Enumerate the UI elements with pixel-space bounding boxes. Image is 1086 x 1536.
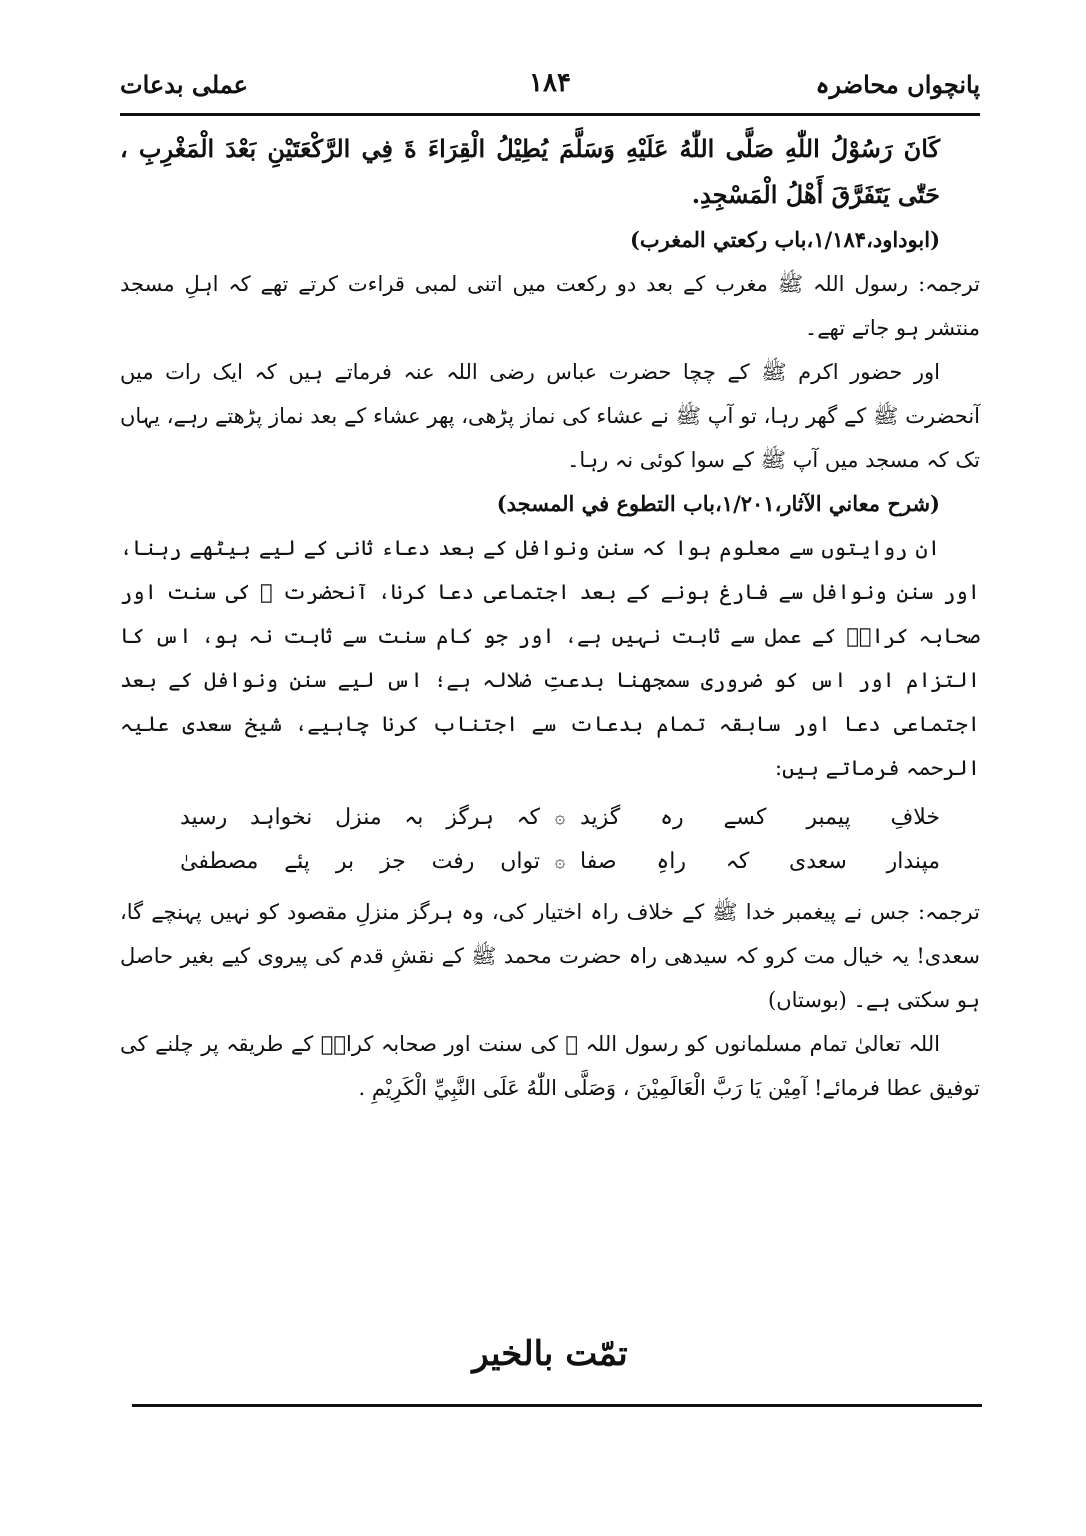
couplet-first-half: خلافِ پیمبر کسے رہ گزید	[580, 805, 940, 830]
couplet-line	[180, 796, 940, 840]
translation-paragraph: ترجمہ: رسول اللہ ﷺ مغرب کے بعد دو رکعت میں اتنی لمبی قراءت کرتے تھے کہ اہلِ مسجد منتشر ہو جاتے تھے۔	[120, 272, 980, 340]
flower-separator-icon: ۞	[554, 851, 566, 872]
flower-separator-icon: ۞	[554, 807, 566, 828]
couplet-first-half: مپندار سعدی کہ راہِ صفا	[580, 849, 940, 874]
closing-phrase: تمّت بالخیر	[472, 1334, 628, 1374]
header-rule	[120, 113, 980, 116]
reference-abu-dawud: (ابوداود،۱/۱۸۴،باب ركعتي المغرب)	[629, 227, 940, 252]
reference-sharh-maani: (شرح معاني الآثار،۱/۲۰۱،باب التطوع في المسجد)	[496, 491, 940, 516]
closing-dua: اللہ تعالیٰ تمام مسلمانوں کو رسول اللہ ﷺ کی سنت اور صحابہ کرامؓ کے طریقہ پر چلنے کی توفیق عطا فرمائے! آمِيْن يَا رَبَّ الْعَالَمِيْنَ ، وَصَلَّى اللّٰهُ عَلَى النَّبِيِّ الْكَرِيْمِ .	[120, 1032, 980, 1100]
page-number: ۱۸۴	[529, 68, 571, 98]
page-body	[120, 126, 980, 1110]
couplet-line	[180, 840, 940, 884]
abbas-narration: اور حضور اکرم ﷺ کے چچا حضرت عباس رضی اللہ عنہ فرماتے ہیں کہ ایک رات میں آنحضرت ﷺ کے گھر رہا، تو آپ ﷺ نے عشاء کی نماز پڑھی، پھر عشاء کے بعد نماز پڑھتے رہے، یہاں تک کہ مسجد میں آپ ﷺ کے سوا کوئی نہ رہا۔	[120, 360, 980, 472]
chapter-title: پانچواں محاضرہ	[815, 70, 980, 99]
persian-couplet	[120, 796, 980, 884]
book-title: عملی بدعات	[120, 70, 249, 99]
couplet-second-half: کہ ہرگز بہ منزل نخواہد رسید	[180, 805, 540, 830]
couplet-second-half: تواں رفت جز بر پئے مصطفیٰ	[180, 849, 540, 874]
couplet-translation: ترجمہ: جس نے پیغمبر خدا ﷺ کے خلاف راہ اختیار کی، وہ ہرگز منزلِ مقصود کو نہیں پہنچے گا، سعدی! یہ خیال مت کرو کہ سیدھی راہ حضرت محمد ﷺ کے نقشِ قدم کی پیروی کیے بغیر حاصل ہو سکتی ہے۔ (بوستاں)	[120, 900, 980, 1012]
page-header	[120, 60, 980, 108]
arabic-hadith: كَانَ رَسُوْلُ اللّٰهِ صَلَّى اللّٰهُ عَلَيْهِ وَسَلَّمَ يُطِيْلُ الْقِرَاءَ ةَ فِي الرَّكْعَتَيْنِ بَعْدَ الْمَغْرِبِ ، حَتّٰى يَتَفَرَّقَ أَهْلُ الْمَسْجِدِ.	[120, 134, 940, 209]
conclusion-paragraph: ان روایتوں سے معلوم ہوا کہ سنن ونوافل کے بعد دعاء ثانی کے لیے بیٹھے رہنا، اور سنن ونوافل سے فارغ ہونے کے بعد اجتماعی دعا کرنا، آنحضرت ﷺ کی سنت اور صحابہ کرامؓ کے عمل سے ثابت نہیں ہے، اور جو کام سنت سے ثابت نہ ہو، اس کا التزام اور اس کو ضروری سمجھنا بدعتِ ضلالہ ہے؛ اس لیے سنن ونوافل کے بعد اجتماعی دعا اور سابقہ تمام بدعات سے اجتناب کرنا چاہیے، شیخ سعدی علیہ الرحمہ فرماتے ہیں:	[120, 536, 980, 780]
footer-rule	[132, 1404, 982, 1407]
